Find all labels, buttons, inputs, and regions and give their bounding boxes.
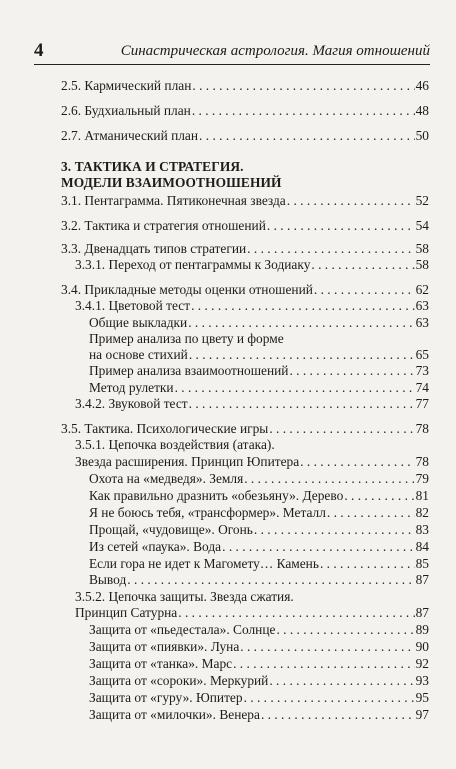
toc-entry-title: Если гора не идет к Магомету… Камень: [89, 556, 319, 571]
toc-entry-page: 63: [415, 298, 429, 313]
toc-entry-title: 3.4.1. Цветовой тест: [75, 298, 191, 313]
toc-entry-title: 3.4. Прикладные методы оценки отношений: [61, 282, 313, 297]
toc-entry: [61, 421, 429, 437]
toc-entry-title: Защита от «сороки». Меркурий: [89, 673, 269, 688]
toc-entry: [75, 454, 429, 470]
toc-entry-page: 54: [415, 218, 429, 233]
toc-entry-page: 77: [415, 396, 429, 411]
chapter-heading: МОДЕЛИ ВЗАИМООТНОШЕНИЙ: [61, 175, 282, 190]
toc-entry-page: 83: [415, 522, 429, 537]
toc-entry-title: 3.4.2. Звуковой тест: [75, 396, 188, 411]
page-number: 4: [34, 40, 44, 61]
toc-entry-page: 63: [415, 315, 429, 330]
toc-entry: [61, 103, 429, 119]
toc-leader-dots: [254, 522, 415, 538]
toc-entry: [61, 193, 429, 209]
toc-leader-dots: [327, 505, 415, 521]
toc-entry: [89, 690, 429, 706]
toc-entry-title: Вывод: [89, 572, 127, 587]
toc-entry: [89, 471, 429, 487]
toc-entry-title: Принцип Сатурна: [75, 605, 178, 620]
toc-entry-page: 74: [415, 380, 429, 395]
toc-entry: [61, 128, 429, 144]
toc-entry-title: Защита от «гуру». Юпитер: [89, 690, 243, 705]
toc-entry-title: 3.5.2. Цепочка защиты. Звезда сжатия.: [75, 589, 294, 604]
toc-entry-title: 3.3.1. Переход от пентаграммы к Зодиаку: [75, 257, 311, 272]
toc-leader-dots: [269, 421, 414, 437]
toc-entry-page: 87: [415, 605, 429, 620]
toc-leader-dots: [192, 78, 414, 94]
toc-leader-dots: [276, 622, 414, 638]
toc-entry-title: Как правильно дразнить «обезьяну». Дерево: [89, 488, 344, 503]
toc-entry-page: 46: [415, 78, 429, 93]
toc-entry-title: 3.5.1. Цепочка воздействия (атака).: [75, 437, 275, 452]
toc-entry-page: 58: [415, 241, 429, 256]
toc-entry-page: 92: [415, 656, 429, 671]
toc-entry: [89, 505, 429, 521]
toc-entry: [89, 522, 429, 538]
toc-leader-dots: [320, 556, 415, 572]
toc-leader-dots: [244, 471, 414, 487]
toc-leader-dots: [247, 241, 414, 257]
toc-leader-dots: [189, 396, 415, 412]
toc-entry-page: 89: [415, 622, 429, 637]
toc-entry: [75, 257, 429, 273]
toc-entry-title: Из сетей «паука». Вода: [89, 539, 222, 554]
toc-entry-page: 78: [415, 421, 429, 436]
toc-entry: [89, 656, 429, 672]
toc-entry-title: 3.2. Тактика и стратегия отношений: [61, 218, 266, 233]
toc-entry-page: 79: [415, 471, 429, 486]
toc-leader-dots: [314, 282, 415, 298]
toc-entry: [89, 539, 429, 555]
toc-entry: [89, 622, 429, 638]
toc-leader-dots: [244, 690, 415, 706]
toc-entry-title: Охота на «медведя». Земля: [89, 471, 244, 486]
toc-entry-page: 90: [415, 639, 429, 654]
toc-entry: [75, 605, 429, 621]
running-title: Синастрическая астрология. Магия отношений: [120, 43, 430, 59]
toc-entry-title: Я не боюсь тебя, «трансформер». Металл: [89, 505, 326, 520]
toc-entry-title: на основе стихий: [89, 347, 188, 362]
toc-entry-page: 81: [415, 488, 429, 503]
toc-leader-dots: [189, 347, 415, 363]
toc-entry: [89, 315, 429, 331]
toc-leader-dots: [178, 605, 414, 621]
toc-entry-title: Пример анализа взаимоотношений: [89, 363, 289, 378]
toc-entry: [89, 363, 429, 379]
toc-entry-title: Прощай, «чудовище». Огонь: [89, 522, 253, 537]
toc-entry: [89, 556, 429, 572]
toc-entry: [89, 488, 429, 504]
toc-entry: [61, 282, 429, 298]
toc-leader-dots: [175, 380, 415, 396]
toc-entry-page: 97: [415, 707, 429, 722]
toc-leader-dots: [267, 218, 415, 234]
toc-entry-page: 65: [415, 347, 429, 362]
toc-entry-page: 48: [415, 103, 429, 118]
toc-entry-page: 62: [415, 282, 429, 297]
toc-entry: [89, 707, 429, 723]
toc-entry-page: 50: [415, 128, 429, 143]
toc-entry: [61, 241, 429, 257]
toc-entry-page: 87: [415, 572, 429, 587]
toc-entry-title: Метод рулетки: [89, 380, 174, 395]
toc-entry-page: 58: [415, 257, 429, 272]
toc-entry-page: 84: [415, 539, 429, 554]
toc-entry-title: 3.5. Тактика. Психологические игры: [61, 421, 269, 436]
toc-leader-dots: [191, 298, 415, 314]
toc-entry: [61, 218, 429, 234]
toc-entry: [61, 78, 429, 94]
toc-leader-dots: [188, 315, 414, 331]
toc-leader-dots: [199, 128, 415, 144]
toc-entry: [89, 673, 429, 689]
toc-entry: [89, 639, 429, 655]
toc-leader-dots: [344, 488, 414, 504]
toc-entry-page: 95: [415, 690, 429, 705]
toc-entry: [89, 380, 429, 396]
toc-entry: [89, 347, 429, 363]
toc-entry: [75, 298, 429, 314]
toc-leader-dots: [192, 103, 415, 119]
toc-leader-dots: [261, 707, 415, 723]
toc-entry-page: 52: [415, 193, 429, 208]
toc-leader-dots: [311, 257, 414, 273]
toc-entry: [89, 572, 429, 588]
toc-entry: [75, 396, 429, 412]
toc-leader-dots: [287, 193, 415, 209]
toc-entry-title: Звезда расширения. Принцип Юпитера: [75, 454, 300, 469]
toc-leader-dots: [222, 539, 414, 555]
toc-entry-page: 82: [415, 505, 429, 520]
toc-entry-title: Общие выкладки: [89, 315, 188, 330]
toc-entry-title: 2.6. Будхиальный план: [61, 103, 191, 118]
toc-leader-dots: [269, 673, 414, 689]
toc-entry-page: 78: [415, 454, 429, 469]
chapter-heading: 3. ТАКТИКА И СТРАТЕГИЯ.: [61, 159, 244, 174]
toc-leader-dots: [300, 454, 414, 470]
toc-entry-title: 3.3. Двенадцать типов стратегии: [61, 241, 247, 256]
toc-entry-title: Защита от «танка». Марс: [89, 656, 233, 671]
toc-entry-title: Защита от «милочки». Венера: [89, 707, 260, 722]
toc-leader-dots: [240, 639, 414, 655]
toc-leader-dots: [127, 572, 414, 588]
toc-leader-dots: [289, 363, 414, 379]
toc-entry-title: Защита от «пьедестала». Солнце: [89, 622, 276, 637]
toc-leader-dots: [233, 656, 415, 672]
toc-entry-title: Пример анализа по цвету и форме: [89, 331, 284, 346]
toc-entry-page: 85: [415, 556, 429, 571]
toc-entry-page: 73: [415, 363, 429, 378]
toc-entry-title: Защита от «пиявки». Луна: [89, 639, 240, 654]
toc-entry-page: 93: [415, 673, 429, 688]
toc-entry-title: 2.5. Кармический план: [61, 78, 192, 93]
toc-entry-title: 2.7. Атманический план: [61, 128, 199, 143]
toc-entry-title: 3.1. Пентаграмма. Пятиконечная звезда: [61, 193, 286, 208]
